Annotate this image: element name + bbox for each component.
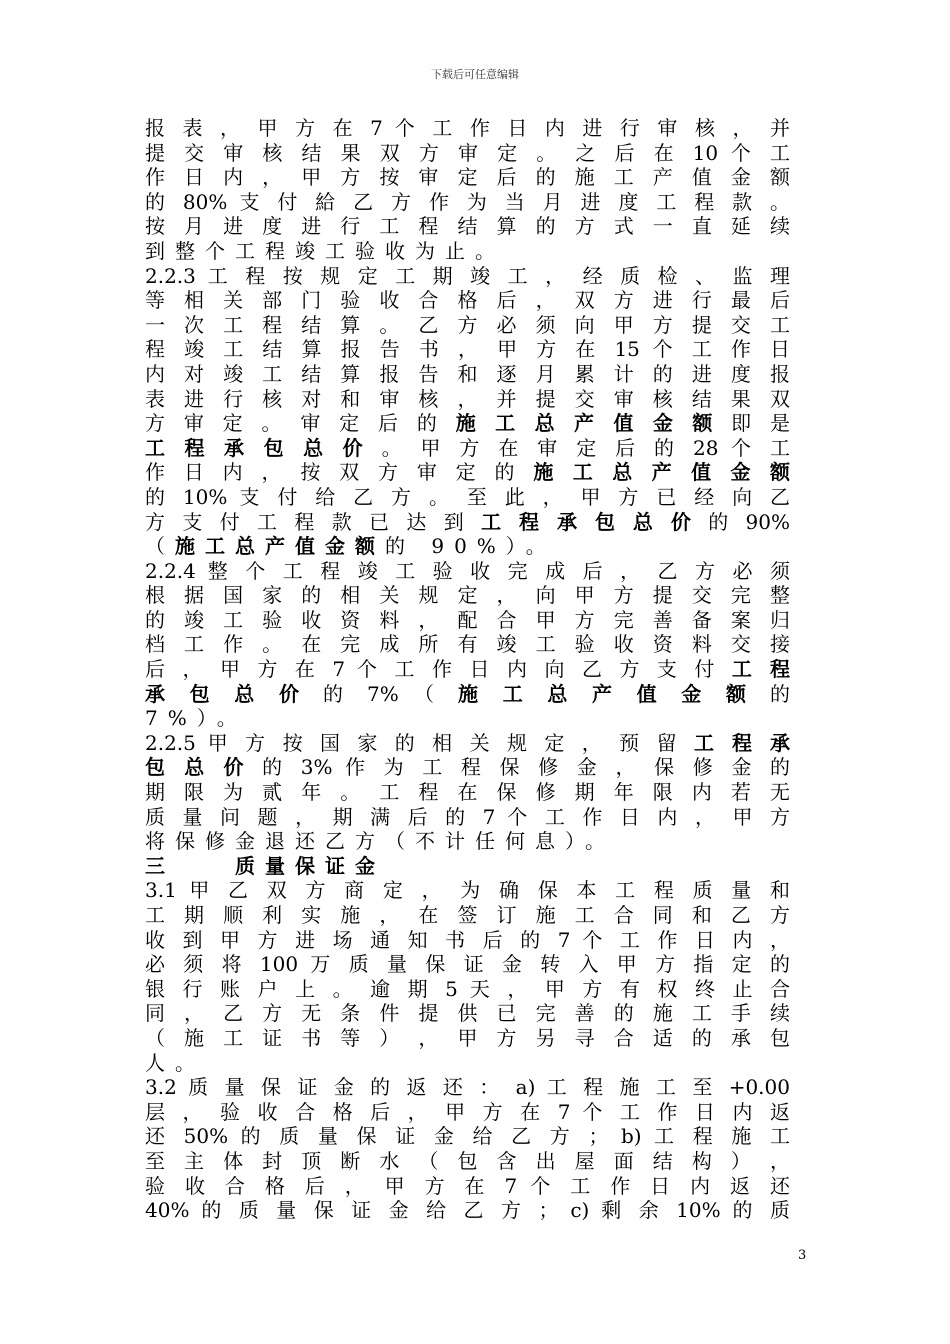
text-segment: 的 80% 支 付 給 乙 方 作 为 当 月 进 度 工 程 款 。 <box>145 189 790 214</box>
text-segment: 人。 <box>145 1050 205 1075</box>
page-header: 下载后可任意编辑 <box>431 68 519 81</box>
text-segment: 3.2 质 量 保 证 金 的 返 还 ： a) 工 程 施 工 至 +0.00 <box>145 1075 790 1100</box>
text-line <box>145 411 790 436</box>
text-segment: 2.2.3 工 程 按 规 定 工 期 竣 工 ， 经 质 检 、 监 理 <box>145 263 790 288</box>
text-segment: 方 支 付 工 程 款 已 达 到 <box>145 509 482 534</box>
text-line <box>145 313 790 338</box>
text-segment: 40% 的 质 量 保 证 金 给 乙 方 ； c) 剩 余 10% 的 质 <box>145 1198 790 1223</box>
text-segment: 报 表 ， 甲 方 在 7 个 工 作 日 内 进 行 审 核 ， 并 <box>145 116 790 140</box>
text-line <box>145 682 790 707</box>
text-line <box>145 583 790 608</box>
text-line <box>145 854 790 879</box>
text-segment: 的 10% 支 付 给 乙 方 。 至 此 ， 甲 方 已 经 向 乙 <box>145 484 790 509</box>
text-segment: 的 <box>754 681 791 706</box>
text-segment: 程 竣 工 结 算 报 告 书 ， 甲 方 在 15 个 工 作 日 <box>145 337 790 362</box>
text-segment: 一 次 工 程 结 算 。 乙 方 必 须 向 甲 方 提 交 工 <box>145 312 790 337</box>
bold-term: 施工总产值金额 <box>175 534 385 559</box>
bold-term: 承 包 总 价 <box>145 681 308 706</box>
bold-term: 施 工 总 产 值 金 额 <box>455 411 719 436</box>
text-line <box>145 141 790 166</box>
bold-term: 工 程 承 包 总 价 <box>481 509 697 534</box>
text-segment: 层 ， 验 收 合 格 后 ， 甲 方 在 7 个 工 作 日 内 返 <box>145 1099 790 1124</box>
text-segment: 表 进 行 核 对 和 审 核 ， 并 提 交 审 核 结 果 双 <box>145 386 790 411</box>
text-line <box>145 805 790 830</box>
text-segment: 工 期 顺 利 实 施 ， 在 签 订 施 工 合 同 和 乙 方 <box>145 903 790 927</box>
text-segment: 档 工 作 。 在 完 成 所 有 竣 工 验 收 资 料 交 接 <box>145 632 790 657</box>
text-segment: 收 到 甲 方 进 场 通 知 书 后 的 7 个 工 作 日 内 ， <box>145 927 790 952</box>
text-line <box>145 436 790 461</box>
text-line <box>145 387 790 412</box>
text-line <box>145 706 790 731</box>
text-segment: 内 对 竣 工 结 算 报 告 和 逐 月 累 计 的 进 度 报 <box>145 361 790 386</box>
text-segment: 验 收 合 格 后 ， 甲 方 在 7 个 工 作 日 内 返 还 <box>145 1173 790 1198</box>
text-line <box>145 878 790 903</box>
text-segment: 作 日 内 ， 甲 方 按 审 定 后 的 施 工 产 值 金 额 <box>145 165 790 190</box>
text-segment: 的 90% <box>696 509 790 534</box>
text-line <box>145 1149 790 1174</box>
text-segment: 必 须 将 100 万 质 量 保 证 金 转 入 甲 方 指 定 的 <box>145 952 790 977</box>
text-segment: 2.2.5 甲 方 按 国 家 的 相 关 规 定 ， 预 留 <box>145 730 694 755</box>
text-line <box>145 657 790 682</box>
text-segment: 等 相 关 部 门 验 收 合 格 后 ， 双 方 进 行 最 后 <box>145 288 790 313</box>
text-line <box>145 1026 790 1051</box>
text-line <box>145 1100 790 1125</box>
text-segment: 银 行 账 户 上 。 逾 期 5 天 ， 甲 方 有 权 终 止 合 <box>145 976 790 1001</box>
bold-term: 三 <box>145 853 235 878</box>
bold-term: 施 工 总 产 值 金 额 <box>533 460 791 485</box>
text-line <box>145 264 790 289</box>
text-line <box>145 214 790 239</box>
text-segment: 根 据 国 家 的 相 关 规 定 ， 向 甲 方 提 交 完 整 <box>145 583 790 608</box>
text-line <box>145 288 790 313</box>
text-line <box>145 977 790 1002</box>
text-segment: 质 量 问 题 ， 期 满 后 的 7 个 工 作 日 内 ， 甲 方 <box>145 804 790 829</box>
text-segment: 提 交 审 核 结 果 双 方 审 定 。 之 后 在 10 个 工 <box>145 140 790 165</box>
text-segment: （ 施 工 证 书 等 ） ， 甲 方 另 寻 合 适 的 承 包 <box>145 1025 790 1050</box>
text-line <box>145 952 790 977</box>
text-line <box>145 903 790 928</box>
text-line <box>145 829 790 854</box>
text-segment: 作 日 内 ， 按 双 方 审 定 的 <box>145 460 534 485</box>
text-segment: 即 是 <box>718 411 791 436</box>
text-line <box>145 1051 790 1076</box>
bold-term: 质量保证金 <box>235 853 385 878</box>
text-line <box>145 608 790 633</box>
document-body <box>145 116 790 1223</box>
text-line <box>145 362 790 387</box>
bold-term: 包 总 价 <box>145 755 250 780</box>
text-line <box>145 731 790 756</box>
text-segment: 同 ， 乙 方 无 条 件 提 供 已 完 善 的 施 工 手 续 <box>145 1001 790 1026</box>
text-segment: 后 ， 甲 方 在 7 个 工 作 日 内 向 乙 方 支 付 <box>145 657 732 682</box>
text-segment: 期 限 为 贰 年 。 工 程 在 保 修 期 年 限 内 若 无 <box>145 780 790 805</box>
text-segment: 2.2.4 整 个 工 程 竣 工 验 收 完 成 后 ， 乙 方 必 须 <box>145 558 790 583</box>
text-line <box>145 190 790 215</box>
text-line <box>145 485 790 510</box>
text-segment: 还 50% 的 质 量 保 证 金 给 乙 方 ； b) 工 程 施 工 <box>145 1124 790 1149</box>
text-segment: 的 7% （ <box>307 681 459 706</box>
text-line <box>145 1124 790 1149</box>
text-segment: 将保修金退还乙方（不计任何息）。 <box>145 829 615 854</box>
text-segment: 到整个工程竣工验收为止。 <box>145 238 505 263</box>
text-line <box>145 1075 790 1100</box>
text-line <box>145 460 790 485</box>
text-line <box>145 1198 790 1223</box>
text-line <box>145 632 790 657</box>
text-line <box>145 510 790 535</box>
text-line <box>145 239 790 264</box>
text-line <box>145 165 790 190</box>
bold-term: 工 程 承 <box>693 730 790 755</box>
text-line <box>145 559 790 584</box>
text-line <box>145 1174 790 1199</box>
page-number: 3 <box>798 1248 807 1263</box>
text-segment: 。 甲 方 在 审 定 后 的 28 个 工 <box>368 435 790 460</box>
text-line <box>145 780 790 805</box>
text-segment: 的 90%）。 <box>385 534 556 559</box>
text-segment: 按 月 进 度 进 行 工 程 结 算 的 方 式 一 直 延 续 <box>145 214 790 239</box>
text-line <box>145 755 790 780</box>
text-line <box>145 337 790 362</box>
text-line <box>145 1001 790 1026</box>
text-segment: 的 3% 作 为 工 程 保 修 金 ， 保 修 金 的 <box>249 755 790 780</box>
bold-term: 工 程 承 包 总 价 <box>145 435 369 460</box>
text-line <box>145 928 790 953</box>
text-segment: 方 审 定 。 审 定 后 的 <box>145 411 456 436</box>
bold-term: 工 程 <box>731 657 790 682</box>
bold-term: 施 工 总 产 值 金 额 <box>458 681 755 706</box>
text-segment: 的 竣 工 验 收 资 料 ， 配 合 甲 方 完 善 备 案 归 <box>145 607 790 632</box>
text-segment: （ <box>145 534 175 559</box>
text-line <box>145 116 790 141</box>
text-segment: 3.1 甲 乙 双 方 商 定 ， 为 确 保 本 工 程 质 量 和 <box>145 878 790 903</box>
text-segment: 7%）。 <box>145 706 247 731</box>
text-line <box>145 534 790 559</box>
text-segment: 至 主 体 封 顶 断 水 （ 包 含 出 屋 面 结 构 ） ， <box>145 1148 790 1173</box>
